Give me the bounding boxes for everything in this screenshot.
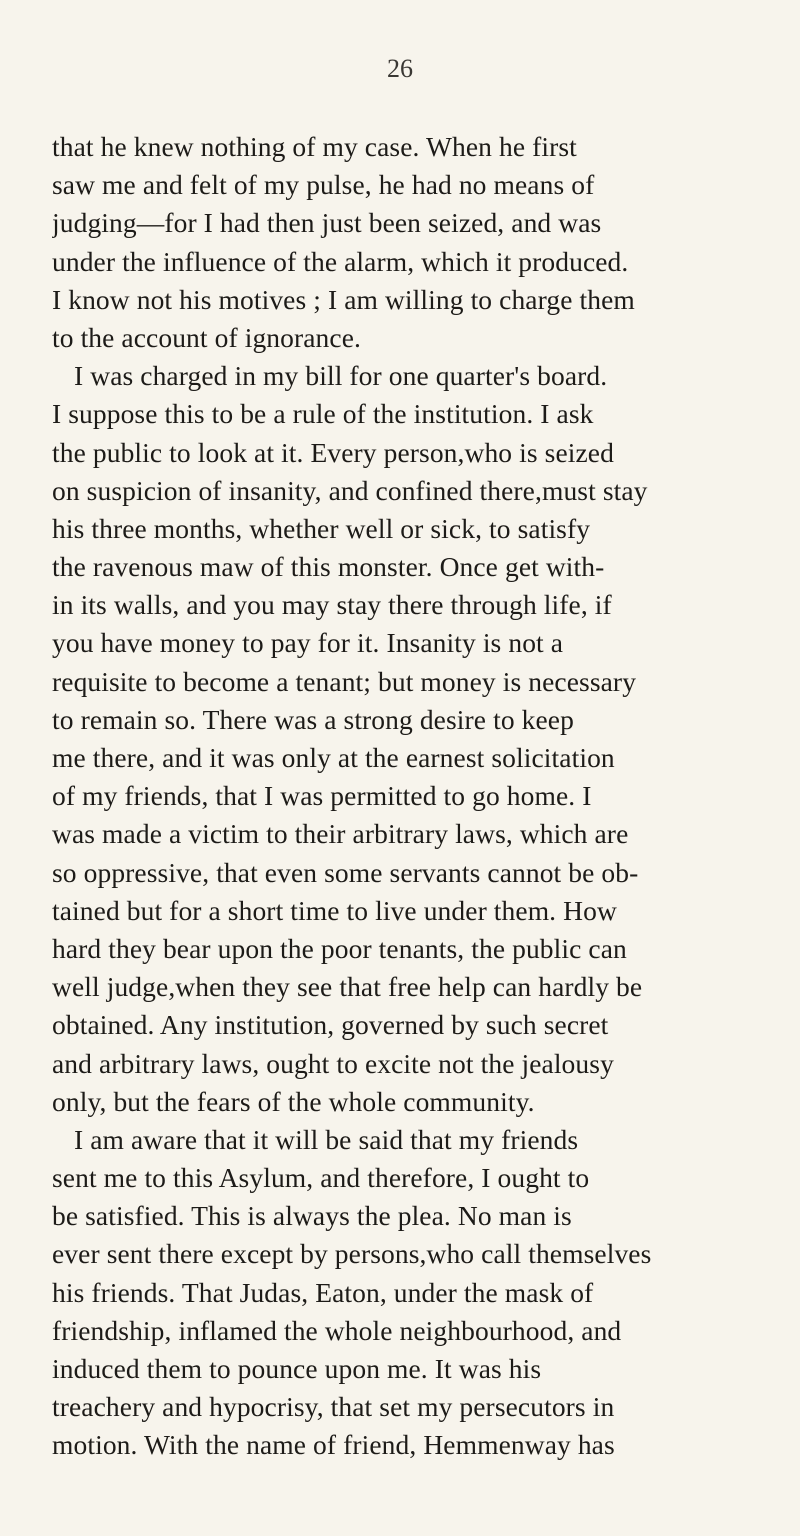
text-line: friendship, inflamed the whole neighbourhood, and [52,1314,622,1346]
text-line: under the influence of the alarm, which it produced. [52,245,629,277]
text-line: you have money to pay for it. Insanity is not a [52,627,564,659]
text-line: to remain so. There was a strong desire to keep [52,703,574,735]
text-line: induced them to pounce upon me. It was his [52,1353,542,1384]
text-line: judging—for I had then just been seized, and was [52,207,602,239]
text-line: treachery and hypocrisy, that set my persecutors in [52,1391,615,1423]
body-text [52,128,767,1465]
text-line: I am aware that it will be said that my friends [74,1123,579,1155]
text-line: so oppressive, that even some servants cannot be ob- [52,856,639,888]
text-line: me there, and it was only at the earnest solicitation [52,742,615,773]
text-line: requisite to become a tenant; but money is necessary [52,665,637,697]
text-line: was made a victim to their arbitrary laws, which are [52,818,629,850]
text-line: obtained. Any institution, governed by such secret [52,1009,609,1041]
text-line: the public to look at it. Every person,who is seized [52,436,614,468]
text-line: that he knew nothing of my case. When he first [52,131,577,162]
text-line: I suppose this to be a rule of the institution. I ask [52,398,594,430]
text-line: only, but the fears of the whole community. [52,1085,535,1117]
text-line: be satisfied. This is always the plea. No man is [52,1200,572,1232]
text-line: I know not his motives ; I am willing to charge them [52,283,635,315]
text-line: the ravenous maw of this monster. Once get with- [52,551,605,583]
text-line: of my friends, that I was permitted to go home. I [52,780,592,812]
text-line: tained but for a short time to live under them. How [52,894,617,926]
text-line: on suspicion of insanity, and confined there,must stay [52,474,648,506]
text-line: and arbitrary laws, ought to excite not the jealousy [52,1047,614,1079]
text-line: well judge,when they see that free help can hardly be [52,971,643,1003]
text-line: his three months, whether well or sick, to satisfy [52,512,591,544]
text-line: I was charged in my bill for one quarter's board. [74,360,608,392]
text-line: his friends. That Judas, Eaton, under the mask of [52,1276,594,1308]
text-line: ever sent there except by persons,who call themselves [52,1238,652,1270]
text-line: motion. With the name of friend, Hemmenway has [52,1429,615,1461]
page-number: 26 [387,54,413,83]
text-line: sent me to this Asylum, and therefore, I ought to [52,1162,590,1194]
text-line: saw me and felt of my pulse, he had no means of [52,169,595,201]
text-line: in its walls, and you may stay there through life, if [52,589,612,621]
text-line: to the account of ignorance. [52,321,361,353]
text-line: hard they bear upon the poor tenants, the public can [52,932,627,964]
